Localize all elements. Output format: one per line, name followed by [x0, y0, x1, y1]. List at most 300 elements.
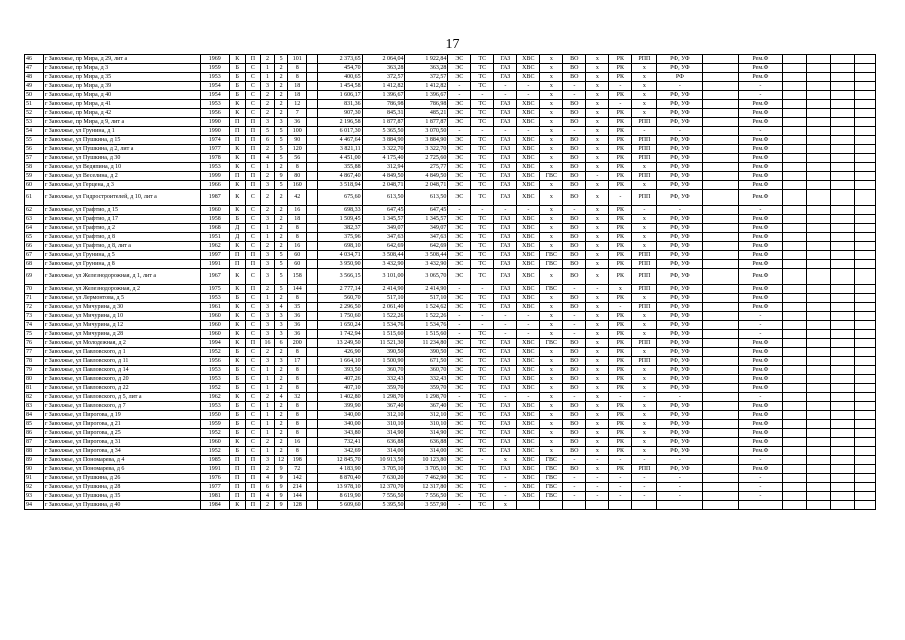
empty-cell	[782, 501, 806, 510]
table-cell: ГАЗ	[494, 73, 517, 82]
table-cell: 363,28	[362, 64, 405, 73]
empty-cell	[854, 339, 875, 348]
table-row	[25, 447, 876, 456]
table-cell: 51	[25, 100, 44, 109]
empty-cell	[307, 384, 317, 393]
table-cell: х	[586, 100, 609, 109]
table-cell: ХВС	[517, 145, 540, 154]
table-cell: 1953	[200, 375, 229, 384]
table-cell: РФ, УФ	[657, 233, 703, 242]
empty-cell	[307, 251, 317, 260]
empty-cell	[854, 172, 875, 181]
empty-cell	[806, 163, 830, 172]
table-cell: г Заволжье, ул Грунина, д 1	[43, 127, 200, 136]
table-cell: г Заволжье, пр Мира, д 42	[43, 109, 200, 118]
table-cell: 407,10	[317, 384, 362, 393]
table-cell: РПП	[632, 145, 657, 154]
table-cell	[517, 501, 540, 510]
table-row	[25, 303, 876, 312]
table-cell: ХВС	[517, 73, 540, 82]
table-cell: РК	[609, 163, 632, 172]
table-cell	[632, 501, 657, 510]
empty-cell	[854, 402, 875, 411]
table-cell: ВО	[563, 172, 586, 181]
table-cell: 845,31	[362, 109, 405, 118]
table-cell: РК	[609, 384, 632, 393]
empty-cell	[854, 206, 875, 215]
table-cell: 454,70	[317, 64, 362, 73]
table-cell: ЭС	[448, 109, 471, 118]
table-cell: 3	[261, 82, 275, 91]
table-row	[25, 260, 876, 269]
table-cell: ХВС	[517, 100, 540, 109]
table-cell: х	[586, 82, 609, 91]
table-cell: РК	[609, 312, 632, 321]
table-cell: ГАЗ	[494, 285, 517, 294]
table-cell: 8	[288, 375, 307, 384]
table-cell: ХВС	[517, 447, 540, 456]
table-cell: х	[540, 357, 563, 366]
table-cell: -	[494, 393, 517, 402]
table-cell: ВО	[563, 465, 586, 474]
table-cell: П	[229, 474, 245, 483]
table-cell: -	[657, 393, 703, 402]
table-cell: РК	[609, 73, 632, 82]
table-cell: 16	[288, 438, 307, 447]
table-cell: -	[517, 312, 540, 321]
table-cell: ХВС	[517, 294, 540, 303]
empty-cell	[307, 55, 317, 64]
table-cell: 18	[288, 82, 307, 91]
table-cell: х	[540, 375, 563, 384]
table-cell: 92	[25, 483, 44, 492]
table-cell: 60	[288, 251, 307, 260]
table-cell: РФ, УФ	[657, 100, 703, 109]
table-cell: х	[540, 64, 563, 73]
table-cell: 5	[261, 127, 275, 136]
table-cell: 12 370,70	[362, 483, 405, 492]
table-row	[25, 366, 876, 375]
table-cell: РФ, УФ	[657, 172, 703, 181]
table-cell: ТС	[471, 224, 494, 233]
empty-cell	[830, 384, 854, 393]
table-cell: 3 101,00	[362, 269, 405, 285]
empty-cell	[307, 82, 317, 91]
table-cell: ХВС	[517, 163, 540, 172]
table-cell: ЭС	[448, 456, 471, 465]
table-cell: С	[245, 384, 261, 393]
table-cell: 314,90	[405, 429, 448, 438]
table-cell: РФ, УФ	[657, 321, 703, 330]
table-cell: х	[540, 181, 563, 190]
empty-cell	[830, 402, 854, 411]
table-cell: -	[563, 492, 586, 501]
table-row	[25, 190, 876, 206]
empty-cell	[830, 429, 854, 438]
table-cell: С	[245, 366, 261, 375]
table-cell: ТС	[471, 154, 494, 163]
table-cell: ВО	[563, 375, 586, 384]
table-cell: 310,10	[405, 420, 448, 429]
table-cell: 4 849,50	[405, 172, 448, 181]
empty-cell	[703, 190, 739, 206]
table-cell: ГАЗ	[494, 251, 517, 260]
empty-cell	[854, 190, 875, 206]
table-cell: -	[448, 501, 471, 510]
table-cell: -	[586, 285, 609, 294]
table-cell: 81	[25, 384, 44, 393]
table-cell: 1 650,24	[317, 321, 362, 330]
table-cell: 6	[261, 483, 275, 492]
empty-cell	[806, 375, 830, 384]
table-cell: 144	[288, 285, 307, 294]
empty-cell	[703, 100, 739, 109]
empty-cell	[806, 91, 830, 100]
empty-cell	[830, 260, 854, 269]
table-cell: х	[586, 233, 609, 242]
empty-cell	[806, 411, 830, 420]
table-cell: ГАЗ	[494, 260, 517, 269]
table-row	[25, 357, 876, 366]
table-cell: Рем.Ф	[738, 172, 782, 181]
empty-cell	[782, 242, 806, 251]
table-cell: х	[540, 145, 563, 154]
table-cell: 6	[261, 136, 275, 145]
table-cell: 78	[25, 357, 44, 366]
empty-cell	[782, 91, 806, 100]
table-cell: 1	[261, 163, 275, 172]
table-cell: 36	[288, 118, 307, 127]
table-cell: 347,63	[405, 233, 448, 242]
table-cell: ВО	[563, 233, 586, 242]
table-cell: 1959	[200, 64, 229, 73]
table-cell: 3 821,11	[317, 145, 362, 154]
empty-cell	[307, 303, 317, 312]
empty-cell	[703, 294, 739, 303]
table-cell: 42	[288, 190, 307, 206]
table-cell: К	[229, 206, 245, 215]
empty-cell	[703, 393, 739, 402]
table-cell: 1977	[200, 483, 229, 492]
table-cell: РПП	[632, 465, 657, 474]
table-cell: 1 742,94	[317, 330, 362, 339]
table-cell: ГВС	[540, 492, 563, 501]
table-cell: 1 412,82	[405, 82, 448, 91]
table-cell: Рем.Ф	[738, 100, 782, 109]
table-row	[25, 181, 876, 190]
table-cell: ГАЗ	[494, 242, 517, 251]
table-cell: г Заволжье, ул Герцена, д 3	[43, 181, 200, 190]
table-cell: 517,10	[405, 294, 448, 303]
table-cell: ЭС	[448, 492, 471, 501]
table-cell: ГАЗ	[494, 303, 517, 312]
empty-cell	[830, 172, 854, 181]
table-cell: х	[586, 465, 609, 474]
empty-cell	[854, 366, 875, 375]
table-cell: К	[229, 438, 245, 447]
table-cell: х	[586, 420, 609, 429]
empty-cell	[830, 348, 854, 357]
table-row	[25, 64, 876, 73]
table-cell: П	[245, 285, 261, 294]
table-cell: 1952	[200, 429, 229, 438]
table-cell: С	[245, 91, 261, 100]
table-cell: х	[540, 242, 563, 251]
table-cell: 3	[261, 330, 275, 339]
table-cell: -	[517, 330, 540, 339]
table-cell: Б	[229, 411, 245, 420]
table-cell: 1 298,70	[362, 393, 405, 402]
table-cell: г Заволжье, ул Мичурина, д 28	[43, 330, 200, 339]
table-cell: ТС	[471, 242, 494, 251]
table-cell: -	[494, 492, 517, 501]
empty-cell	[854, 285, 875, 294]
table-cell: РК	[609, 411, 632, 420]
empty-cell	[854, 348, 875, 357]
table-cell: 48	[25, 73, 44, 82]
table-cell: 49	[25, 82, 44, 91]
empty-cell	[830, 303, 854, 312]
empty-cell	[782, 447, 806, 456]
table-cell: ХВС	[517, 260, 540, 269]
table-cell: 13 249,50	[317, 339, 362, 348]
table-cell: 2	[274, 64, 288, 73]
table-cell: ХВС	[517, 64, 540, 73]
table-cell: г Заволжье, ул Железнодорожная, д 1, лит а	[43, 269, 200, 285]
table-cell: Б	[229, 215, 245, 224]
empty-cell	[782, 154, 806, 163]
table-cell: 4 849,50	[362, 172, 405, 181]
table-cell: ВО	[563, 420, 586, 429]
table-cell: ВО	[563, 118, 586, 127]
table-cell: 312,10	[405, 411, 448, 420]
empty-cell	[806, 172, 830, 181]
table-cell: 1 922,84	[405, 55, 448, 64]
table-cell: -	[609, 474, 632, 483]
table-cell: К	[229, 357, 245, 366]
table-cell: ТС	[471, 190, 494, 206]
table-cell: 160	[288, 181, 307, 190]
table-cell: -	[471, 127, 494, 136]
table-cell: 310,10	[362, 420, 405, 429]
table-cell: 2	[274, 375, 288, 384]
table-cell: ГАЗ	[494, 190, 517, 206]
table-cell: х	[632, 181, 657, 190]
table-cell: х	[586, 366, 609, 375]
empty-cell	[703, 366, 739, 375]
empty-cell	[854, 429, 875, 438]
table-cell: -	[494, 206, 517, 215]
empty-cell	[703, 260, 739, 269]
table-cell: ТС	[471, 118, 494, 127]
table-cell: 613,50	[405, 190, 448, 206]
table-cell: ВО	[563, 251, 586, 260]
table-cell: РФ, УФ	[657, 154, 703, 163]
table-cell: 4 183,90	[317, 465, 362, 474]
table-cell: ВО	[563, 73, 586, 82]
table-cell: Рем.Ф	[738, 269, 782, 285]
table-cell: Рем.Ф	[738, 348, 782, 357]
empty-cell	[854, 136, 875, 145]
table-cell	[657, 501, 703, 510]
empty-cell	[703, 118, 739, 127]
empty-cell	[307, 154, 317, 163]
empty-cell	[307, 402, 317, 411]
table-cell: 698,33	[317, 206, 362, 215]
table-cell: х	[586, 348, 609, 357]
table-cell: 3 705,10	[362, 465, 405, 474]
table-cell: х	[586, 330, 609, 339]
empty-cell	[830, 55, 854, 64]
table-cell: г Заволжье, пр Мира, д 29, лит а	[43, 55, 200, 64]
empty-cell	[703, 233, 739, 242]
table-cell: 1	[261, 224, 275, 233]
table-cell: ТС	[471, 348, 494, 357]
table-cell: ХВС	[517, 474, 540, 483]
empty-cell	[854, 438, 875, 447]
empty-cell	[782, 233, 806, 242]
table-cell: 372,57	[362, 73, 405, 82]
table-cell: ЭС	[448, 402, 471, 411]
table-row	[25, 82, 876, 91]
table-cell: ГАЗ	[494, 375, 517, 384]
table-cell: 372,57	[405, 73, 448, 82]
empty-cell	[307, 73, 317, 82]
table-cell: 2	[261, 100, 275, 109]
table-cell: -	[738, 206, 782, 215]
table-cell: С	[245, 100, 261, 109]
table-row	[25, 206, 876, 215]
table-cell: 1960	[200, 312, 229, 321]
table-cell: 3	[274, 357, 288, 366]
table-cell: 82	[25, 393, 44, 402]
table-row	[25, 233, 876, 242]
table-cell: -	[632, 474, 657, 483]
table-row	[25, 492, 876, 501]
empty-cell	[806, 145, 830, 154]
table-cell: ТС	[471, 447, 494, 456]
table-cell: -	[448, 127, 471, 136]
table-cell: 1 606,17	[317, 91, 362, 100]
table-cell: Рем.Ф	[738, 357, 782, 366]
empty-cell	[854, 312, 875, 321]
table-cell: Рем.Ф	[738, 447, 782, 456]
table-cell: -	[471, 91, 494, 100]
table-cell: ТС	[471, 73, 494, 82]
table-cell: Рем.Ф	[738, 118, 782, 127]
table-cell: 1 509,45	[317, 215, 362, 224]
table-cell: ХВС	[517, 242, 540, 251]
empty-cell	[830, 339, 854, 348]
table-cell: 5	[274, 145, 288, 154]
table-cell: 2 725,60	[405, 154, 448, 163]
table-cell: 3 566,15	[317, 269, 362, 285]
table-cell: Рем.Ф	[738, 242, 782, 251]
table-cell: х	[632, 73, 657, 82]
table-cell: 47	[25, 64, 44, 73]
table-cell: РК	[609, 136, 632, 145]
table-cell: Рем.Ф	[738, 303, 782, 312]
table-cell: РК	[609, 402, 632, 411]
table-cell: 642,69	[362, 242, 405, 251]
table-cell: -	[738, 312, 782, 321]
table-cell: -	[657, 82, 703, 91]
table-cell: 314,00	[362, 447, 405, 456]
empty-cell	[703, 154, 739, 163]
empty-cell	[307, 285, 317, 294]
table-cell: ХВС	[517, 215, 540, 224]
table-cell: К	[229, 190, 245, 206]
table-row	[25, 136, 876, 145]
table-cell: ГАЗ	[494, 181, 517, 190]
table-cell	[540, 501, 563, 510]
table-cell: 36	[288, 321, 307, 330]
empty-cell	[830, 233, 854, 242]
table-cell: 2	[261, 242, 275, 251]
empty-cell	[806, 492, 830, 501]
table-cell: ВО	[563, 348, 586, 357]
empty-cell	[703, 285, 739, 294]
table-cell: г Заволжье, ул Павловского, д 20	[43, 375, 200, 384]
empty-cell	[806, 474, 830, 483]
table-cell: РПП	[632, 339, 657, 348]
table-row	[25, 242, 876, 251]
table-cell: -	[563, 474, 586, 483]
table-cell	[738, 501, 782, 510]
empty-cell	[307, 118, 317, 127]
table-cell: Б	[229, 348, 245, 357]
table-cell: 2	[274, 224, 288, 233]
table-row	[25, 384, 876, 393]
table-cell: ХВС	[517, 251, 540, 260]
empty-cell	[782, 118, 806, 127]
table-cell: 1953	[200, 73, 229, 82]
empty-cell	[307, 348, 317, 357]
table-cell: 560,70	[317, 294, 362, 303]
empty-cell	[307, 339, 317, 348]
empty-cell	[806, 483, 830, 492]
empty-cell	[806, 55, 830, 64]
table-cell: ХВС	[517, 181, 540, 190]
table-cell: РК	[609, 172, 632, 181]
table-cell: ТС	[471, 64, 494, 73]
table-cell: Рем.Ф	[738, 411, 782, 420]
table-cell: ЭС	[448, 366, 471, 375]
table-cell: -	[517, 206, 540, 215]
table-cell: РК	[609, 233, 632, 242]
empty-cell	[806, 447, 830, 456]
table-cell: 1 534,76	[362, 321, 405, 330]
empty-cell	[782, 429, 806, 438]
table-cell: П	[245, 456, 261, 465]
table-cell: 2	[274, 163, 288, 172]
table-cell: ГАЗ	[494, 100, 517, 109]
empty-cell	[854, 269, 875, 285]
table-cell: П	[245, 251, 261, 260]
table-cell: г Заволжье, пр Мира, д 3	[43, 64, 200, 73]
table-cell: х	[632, 294, 657, 303]
table-cell: РПП	[632, 303, 657, 312]
table-cell: 360,70	[405, 366, 448, 375]
table-cell: ЭС	[448, 251, 471, 260]
table-cell: ГАЗ	[494, 438, 517, 447]
table-cell: 3	[274, 312, 288, 321]
table-cell: х	[632, 233, 657, 242]
table-cell: 1	[261, 447, 275, 456]
table-row	[25, 348, 876, 357]
empty-cell	[703, 411, 739, 420]
empty-cell	[830, 501, 854, 510]
